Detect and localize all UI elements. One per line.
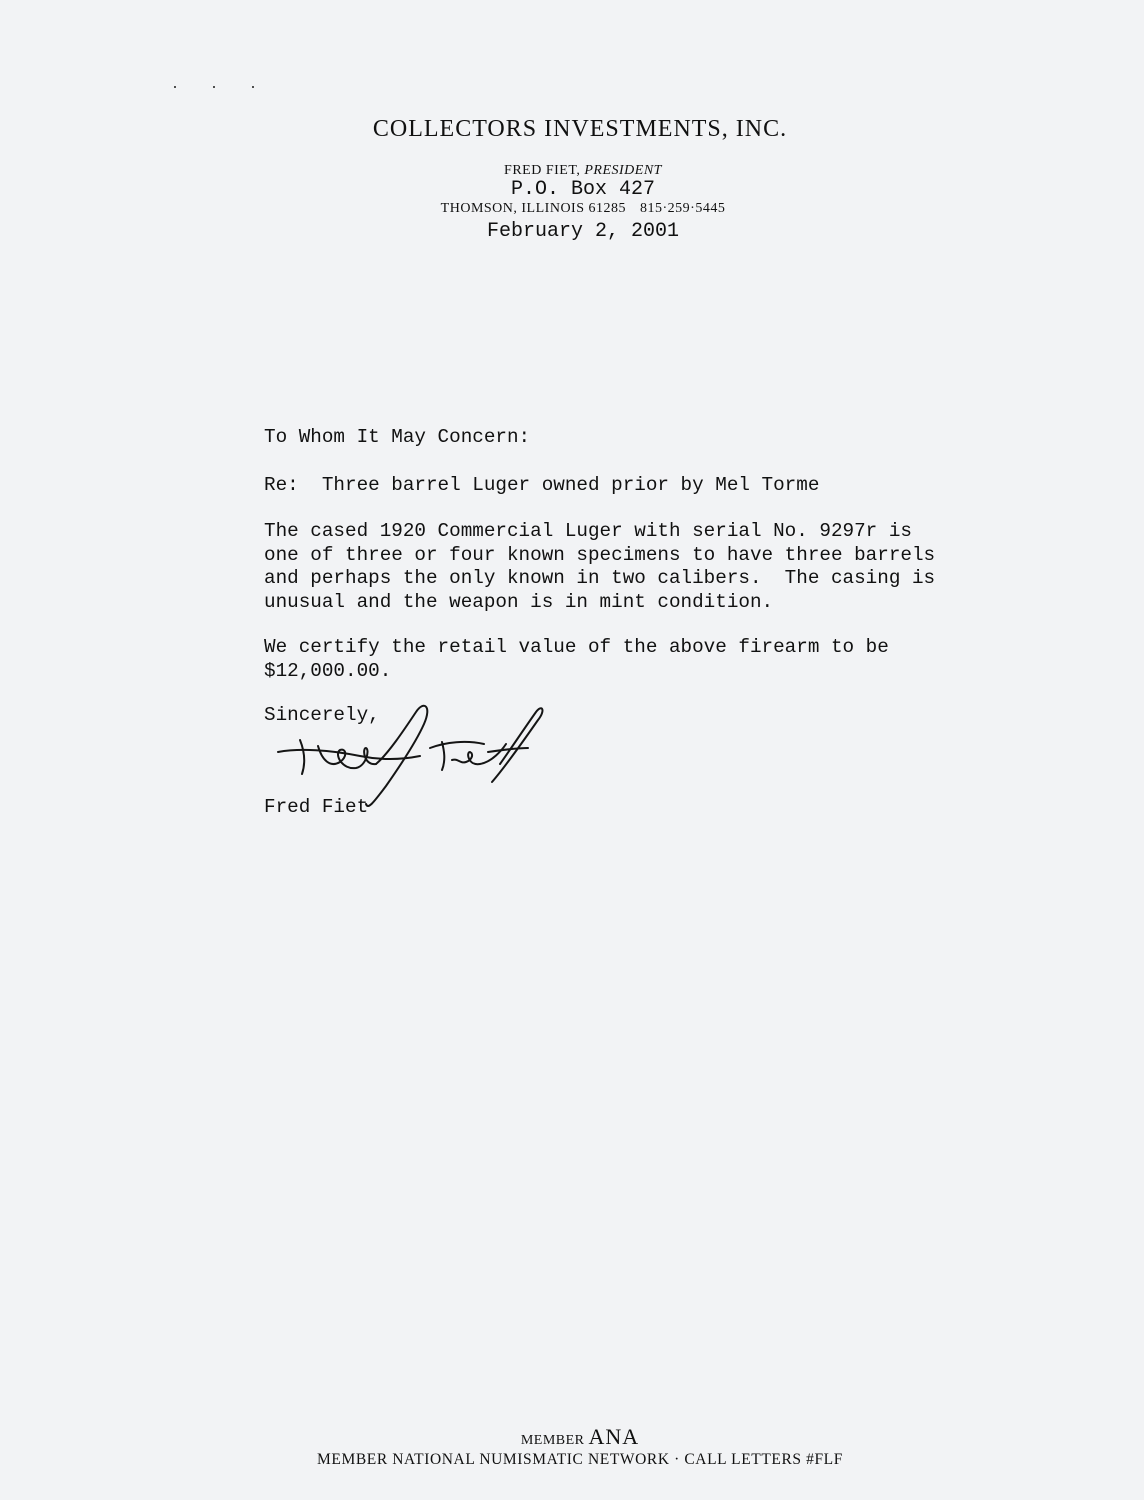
body-paragraph-1: The cased 1920 Commercial Luger with serial No. 9297r is one of three or four known specimens to have three barrels and perhaps the only known in two calibers. The casing is unusual and the weapon is in mint condition. xyxy=(264,520,936,613)
company-name: COLLECTORS INVESTMENTS, INC. xyxy=(372,116,788,142)
address-line xyxy=(0,201,1144,217)
salutation: To Whom It May Concern: xyxy=(264,426,531,448)
member-org: ANA xyxy=(588,1424,640,1449)
po-box: P.O. Box 427 xyxy=(510,178,656,201)
closing: Sincerely, xyxy=(264,704,380,726)
network-line: MEMBER NATIONAL NUMISMATIC NETWORK · CALL LETTERS #FLF xyxy=(317,1451,843,1468)
member-label: MEMBER xyxy=(520,1433,585,1448)
president-title: PRESIDENT xyxy=(584,163,662,178)
body-paragraph-2: We certify the retail value of the above firearm to be $12,000.00. xyxy=(264,636,889,682)
subject-line: Re: Three barrel Luger owned prior by Mel Torme xyxy=(264,474,820,496)
president-line xyxy=(0,163,1144,179)
scan-speckles: · · · xyxy=(172,76,270,96)
letter-date: February 2, 2001 xyxy=(486,220,680,243)
member-ana-line xyxy=(0,1424,1144,1450)
signer-name: Fred Fiet xyxy=(264,796,369,818)
president-name: FRED FIET, xyxy=(504,163,581,178)
street-city: THOMSON, ILLINOIS 61285 xyxy=(440,201,626,216)
phone-number: 815·259·5445 xyxy=(640,201,726,216)
